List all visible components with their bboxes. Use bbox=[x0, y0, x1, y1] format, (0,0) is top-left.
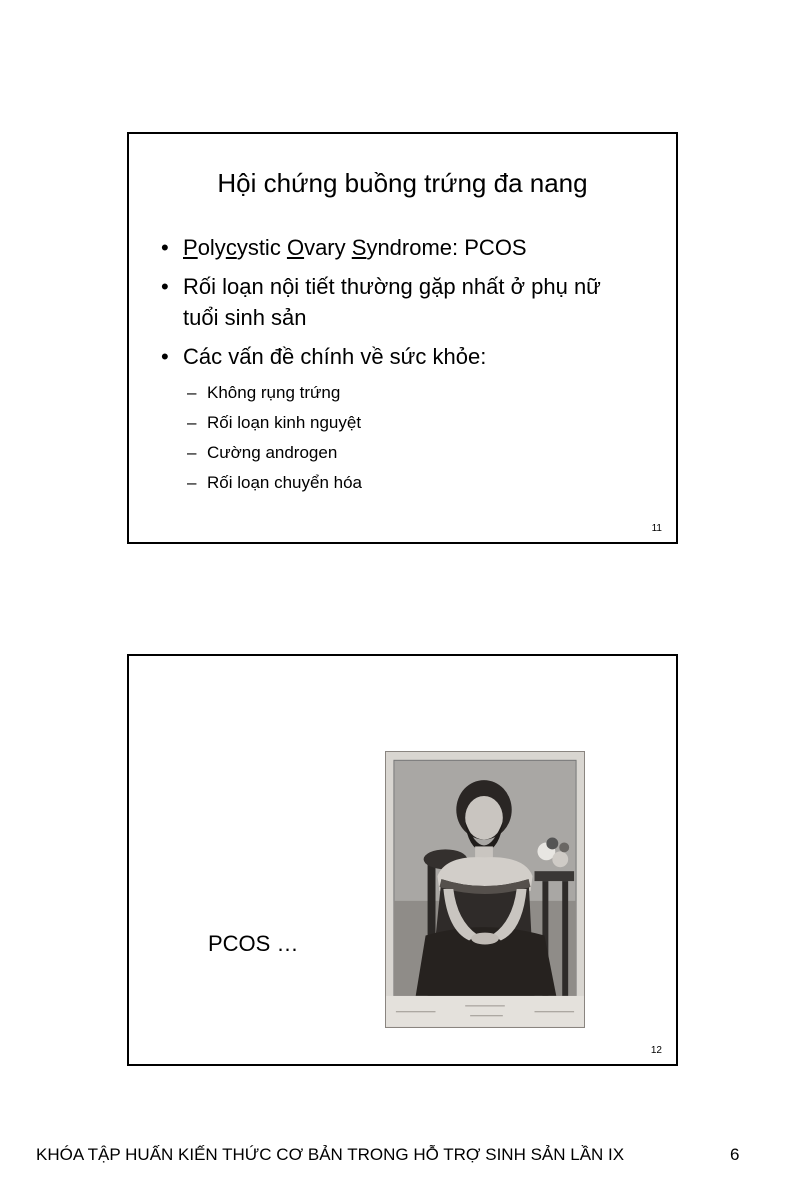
sub-item: – Rối loạn kinh nguyệt bbox=[183, 408, 636, 438]
sub-item: – Không rụng trứng bbox=[183, 378, 636, 408]
sub-item: – Rối loạn chuyển hóa bbox=[183, 468, 636, 498]
pcos-label: PCOS … bbox=[208, 931, 299, 956]
page-number: 6 bbox=[730, 1145, 740, 1164]
text-part: yndrome: PCOS bbox=[366, 235, 527, 260]
underlined-letter: O bbox=[286, 235, 305, 260]
vintage-portrait-photo-icon bbox=[385, 751, 585, 1028]
underlined-letter: P bbox=[183, 235, 198, 260]
underlined-letter: c bbox=[225, 235, 237, 260]
bullet-pcos bbox=[159, 232, 636, 263]
slide-12 bbox=[127, 654, 678, 1066]
text-part: vary bbox=[304, 235, 352, 260]
slide-number: 11 bbox=[651, 523, 662, 534]
bullet-list bbox=[159, 232, 636, 506]
bullet-endocrine: • Rối loạn nội tiết thường gặp nhất ở phụ nữ tuổi sinh sản bbox=[159, 271, 636, 333]
text-part: oly bbox=[197, 235, 226, 260]
bullet-text: Các vấn đề chính về sức khỏe: bbox=[183, 344, 487, 369]
text-part: ystic bbox=[236, 235, 287, 260]
slide-title: Hội chứng buồng trứng đa nang bbox=[217, 168, 588, 198]
portrait-illustration bbox=[386, 752, 584, 1027]
slide-number: 12 bbox=[650, 1045, 662, 1056]
underlined-letter: S bbox=[351, 235, 367, 260]
sub-list bbox=[183, 378, 636, 498]
sub-item: – Cường androgen bbox=[183, 438, 636, 468]
footer-course-title: KHÓA TẬP HUẤN KIẾN THỨC CƠ BẢN TRONG HỖ TRỢ SINH SẢN LẦN IX bbox=[36, 1145, 625, 1164]
bullet-health-issues bbox=[159, 341, 636, 498]
slide-11 bbox=[127, 132, 678, 544]
